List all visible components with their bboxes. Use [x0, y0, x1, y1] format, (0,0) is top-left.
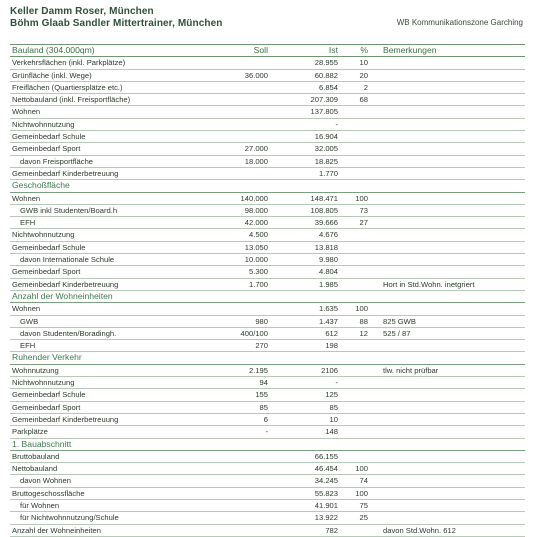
table-row	[10, 413, 525, 425]
note-value	[377, 57, 525, 69]
section-title: Ruhender Verkehr	[10, 352, 525, 364]
row-label: Grünfläche (inkl. Wege)	[10, 69, 210, 81]
column-header-ist: Ist	[272, 45, 342, 57]
section-header-row	[10, 352, 525, 364]
table-row	[10, 278, 525, 290]
note-value	[377, 389, 525, 401]
table-row	[10, 94, 525, 106]
note-value	[377, 155, 525, 167]
ist-value: 4.676	[272, 229, 342, 241]
table-row	[10, 364, 525, 376]
note-value	[377, 512, 525, 524]
soll-value: -	[210, 426, 272, 438]
ist-value: 66.155	[272, 450, 342, 462]
note-value	[377, 450, 525, 462]
ist-value: -	[272, 377, 342, 389]
percent-value	[342, 118, 377, 130]
row-label: Nichtwohnnutzung	[10, 229, 210, 241]
ist-value: 198	[272, 340, 342, 352]
percent-value: 20	[342, 69, 377, 81]
soll-value	[210, 118, 272, 130]
note-value	[377, 167, 525, 179]
percent-value	[342, 524, 377, 536]
row-label: Wohnen	[10, 192, 210, 204]
note-value	[377, 266, 525, 278]
table-row	[10, 487, 525, 499]
ist-value: 4.804	[272, 266, 342, 278]
soll-value	[210, 487, 272, 499]
table-row	[10, 81, 525, 93]
percent-value	[342, 167, 377, 179]
percent-value	[342, 450, 377, 462]
table-header-row	[10, 45, 525, 57]
note-value	[377, 131, 525, 143]
percent-value: 75	[342, 499, 377, 511]
soll-value: 400/100	[210, 327, 272, 339]
column-header-percent: %	[342, 45, 377, 57]
percent-value: 10	[342, 57, 377, 69]
section-title: 1. Bauabschnitt	[10, 438, 525, 450]
table-row	[10, 524, 525, 536]
note-value	[377, 106, 525, 118]
percent-value	[342, 364, 377, 376]
row-label: GWB inkl Studenten/Board.h	[10, 204, 210, 216]
percent-value	[342, 143, 377, 155]
percent-value	[342, 426, 377, 438]
ist-value: 1.635	[272, 303, 342, 315]
row-label: davon Freisportfläche	[10, 155, 210, 167]
row-label: Bruttogeschossfläche	[10, 487, 210, 499]
table-row	[10, 241, 525, 253]
soll-value: 5.300	[210, 266, 272, 278]
section-header-row	[10, 180, 525, 192]
row-label: davon Internationale Schule	[10, 254, 210, 266]
note-value	[377, 241, 525, 253]
row-label: Gemeinbedarf Sport	[10, 266, 210, 278]
table-row	[10, 389, 525, 401]
architect-line-1: Keller Damm Roser, München	[10, 6, 154, 17]
percent-value: 73	[342, 204, 377, 216]
percent-value	[342, 155, 377, 167]
note-value	[377, 377, 525, 389]
table-row	[10, 254, 525, 266]
column-header-soll: Soll	[210, 45, 272, 57]
soll-value: 36.000	[210, 69, 272, 81]
soll-value	[210, 81, 272, 93]
percent-value	[342, 401, 377, 413]
soll-value	[210, 303, 272, 315]
table-row	[10, 340, 525, 352]
ist-value: 55.823	[272, 487, 342, 499]
row-label: Wohnnutzung	[10, 364, 210, 376]
ist-value: 207.309	[272, 94, 342, 106]
table-row	[10, 192, 525, 204]
ist-value: 32.005	[272, 143, 342, 155]
soll-value: 98.000	[210, 204, 272, 216]
note-value	[377, 487, 525, 499]
note-value	[377, 340, 525, 352]
note-value	[377, 94, 525, 106]
percent-value: 100	[342, 463, 377, 475]
note-value: 525 / 87	[377, 327, 525, 339]
ist-value: 148.471	[272, 192, 342, 204]
percent-value	[342, 413, 377, 425]
row-label: für Wohnen	[10, 499, 210, 511]
soll-value	[210, 524, 272, 536]
soll-value: 4.500	[210, 229, 272, 241]
row-label: Wohnen	[10, 303, 210, 315]
soll-value: 1.700	[210, 278, 272, 290]
ist-value: 46.454	[272, 463, 342, 475]
soll-value: 2.195	[210, 364, 272, 376]
table-row	[10, 377, 525, 389]
percent-value: 88	[342, 315, 377, 327]
table-row	[10, 204, 525, 216]
table-row	[10, 167, 525, 179]
ist-value: 6.854	[272, 81, 342, 93]
ist-value: 10	[272, 413, 342, 425]
row-label: Parkplätze	[10, 426, 210, 438]
ist-value: 148	[272, 426, 342, 438]
percent-value	[342, 266, 377, 278]
ist-value: 13.818	[272, 241, 342, 253]
row-label: Gemeinbedarf Sport	[10, 401, 210, 413]
ist-value: 13.922	[272, 512, 342, 524]
ist-value: 41.901	[272, 499, 342, 511]
soll-value	[210, 499, 272, 511]
table-row	[10, 303, 525, 315]
note-value: 825 GWB	[377, 315, 525, 327]
ist-value: 34.245	[272, 475, 342, 487]
table-row	[10, 327, 525, 339]
table-row	[10, 217, 525, 229]
row-label: Nettobauland	[10, 463, 210, 475]
soll-value	[210, 167, 272, 179]
row-label: GWB	[10, 315, 210, 327]
percent-value	[342, 377, 377, 389]
note-value	[377, 475, 525, 487]
table-row	[10, 499, 525, 511]
ist-value: 782	[272, 524, 342, 536]
soll-value	[210, 512, 272, 524]
note-value	[377, 499, 525, 511]
ist-value: 28.955	[272, 57, 342, 69]
note-value: tlw. nicht prüfbar	[377, 364, 525, 376]
row-label: Nettobauland (inkl. Freisportfläche)	[10, 94, 210, 106]
percent-value: 27	[342, 217, 377, 229]
ist-value: 60.882	[272, 69, 342, 81]
row-label: Gemeinbedarf Schule	[10, 241, 210, 253]
data-table	[10, 44, 525, 537]
note-value	[377, 81, 525, 93]
soll-value: 980	[210, 315, 272, 327]
soll-value: 85	[210, 401, 272, 413]
ist-value: 1.437	[272, 315, 342, 327]
table-row	[10, 155, 525, 167]
section-header-row	[10, 438, 525, 450]
row-label: Gemeinbedarf Schule	[10, 131, 210, 143]
note-value	[377, 143, 525, 155]
table-row	[10, 143, 525, 155]
row-label: Gemeinbedarf Kinderbetreuung	[10, 167, 210, 179]
soll-value: 27.000	[210, 143, 272, 155]
percent-value: 68	[342, 94, 377, 106]
percent-value	[342, 254, 377, 266]
row-label: Gemeinbedarf Kinderbetreuung	[10, 278, 210, 290]
table-row	[10, 118, 525, 130]
table-row	[10, 106, 525, 118]
note-value	[377, 303, 525, 315]
section-title: Anzahl der Wohneinheiten	[10, 290, 525, 302]
percent-value: 74	[342, 475, 377, 487]
row-label: Anzahl der Wohneinheiten	[10, 524, 210, 536]
row-label: EFH	[10, 217, 210, 229]
note-value	[377, 217, 525, 229]
note-value	[377, 463, 525, 475]
table-row	[10, 512, 525, 524]
row-label: Nichtwohnnutzung	[10, 377, 210, 389]
row-label: für Nichtwohnnutzung/Schule	[10, 512, 210, 524]
note-value	[377, 192, 525, 204]
note-value	[377, 413, 525, 425]
ist-value: 1.985	[272, 278, 342, 290]
note-value	[377, 229, 525, 241]
soll-value: 155	[210, 389, 272, 401]
soll-value	[210, 131, 272, 143]
note-value	[377, 401, 525, 413]
soll-value: 18.000	[210, 155, 272, 167]
document-header	[10, 6, 525, 30]
percent-value	[342, 389, 377, 401]
note-value	[377, 69, 525, 81]
percent-value	[342, 131, 377, 143]
soll-value	[210, 106, 272, 118]
percent-value	[342, 229, 377, 241]
soll-value: 140.000	[210, 192, 272, 204]
soll-value	[210, 94, 272, 106]
table-row	[10, 315, 525, 327]
note-value	[377, 204, 525, 216]
row-label: EFH	[10, 340, 210, 352]
percent-value	[342, 340, 377, 352]
table-row	[10, 266, 525, 278]
row-label: Gemeinbedarf Schule	[10, 389, 210, 401]
soll-value	[210, 450, 272, 462]
soll-value: 94	[210, 377, 272, 389]
ist-value: 108.805	[272, 204, 342, 216]
table-row	[10, 131, 525, 143]
ist-value: 16.904	[272, 131, 342, 143]
project-title: WB Kommunikationszone Garching	[396, 18, 523, 27]
column-header-bauland: Bauland (304.000qm)	[10, 45, 210, 57]
table-row	[10, 426, 525, 438]
row-label: Nichtwohnnutzung	[10, 118, 210, 130]
ist-value: 18.825	[272, 155, 342, 167]
row-label: Wohnen	[10, 106, 210, 118]
row-label: Gemeinbedarf Kinderbetreuung	[10, 413, 210, 425]
table-row	[10, 450, 525, 462]
percent-value	[342, 278, 377, 290]
ist-value: 9.980	[272, 254, 342, 266]
soll-value	[210, 463, 272, 475]
note-value	[377, 118, 525, 130]
soll-value	[210, 57, 272, 69]
table-row	[10, 69, 525, 81]
ist-value: 612	[272, 327, 342, 339]
note-value	[377, 254, 525, 266]
ist-value: 2106	[272, 364, 342, 376]
row-label: Freiflächen (Quartiersplätze etc.)	[10, 81, 210, 93]
table-row	[10, 475, 525, 487]
row-label: davon Studenten/Boradingh.	[10, 327, 210, 339]
percent-value: 2	[342, 81, 377, 93]
note-value: Hort in Std.Wohn. inetgriert	[377, 278, 525, 290]
architect-line-2: Böhm Glaab Sandler Mittertrainer, München	[10, 18, 223, 29]
section-header-row	[10, 290, 525, 302]
note-value: davon Std.Wohn. 612	[377, 524, 525, 536]
section-title: Geschoßfläche	[10, 180, 525, 192]
percent-value	[342, 106, 377, 118]
percent-value: 100	[342, 192, 377, 204]
table-row	[10, 401, 525, 413]
ist-value: 1.770	[272, 167, 342, 179]
row-label: Gemeinbedarf Sport	[10, 143, 210, 155]
table-row	[10, 57, 525, 69]
soll-value: 270	[210, 340, 272, 352]
row-label: davon Wohnen	[10, 475, 210, 487]
table-row	[10, 229, 525, 241]
ist-value: 85	[272, 401, 342, 413]
ist-value: 39.666	[272, 217, 342, 229]
soll-value: 13.050	[210, 241, 272, 253]
row-label: Bruttobauland	[10, 450, 210, 462]
percent-value	[342, 241, 377, 253]
soll-value: 42.000	[210, 217, 272, 229]
percent-value: 25	[342, 512, 377, 524]
percent-value: 100	[342, 487, 377, 499]
ist-value: 125	[272, 389, 342, 401]
soll-value	[210, 475, 272, 487]
percent-value: 12	[342, 327, 377, 339]
table-row	[10, 463, 525, 475]
soll-value: 10.000	[210, 254, 272, 266]
note-value	[377, 426, 525, 438]
ist-value: 137.805	[272, 106, 342, 118]
percent-value: 100	[342, 303, 377, 315]
ist-value: -	[272, 118, 342, 130]
row-label: Verkehrsflächen (inkl. Parkplätze)	[10, 57, 210, 69]
column-header-notes: Bemerkungen	[377, 45, 525, 57]
soll-value: 6	[210, 413, 272, 425]
